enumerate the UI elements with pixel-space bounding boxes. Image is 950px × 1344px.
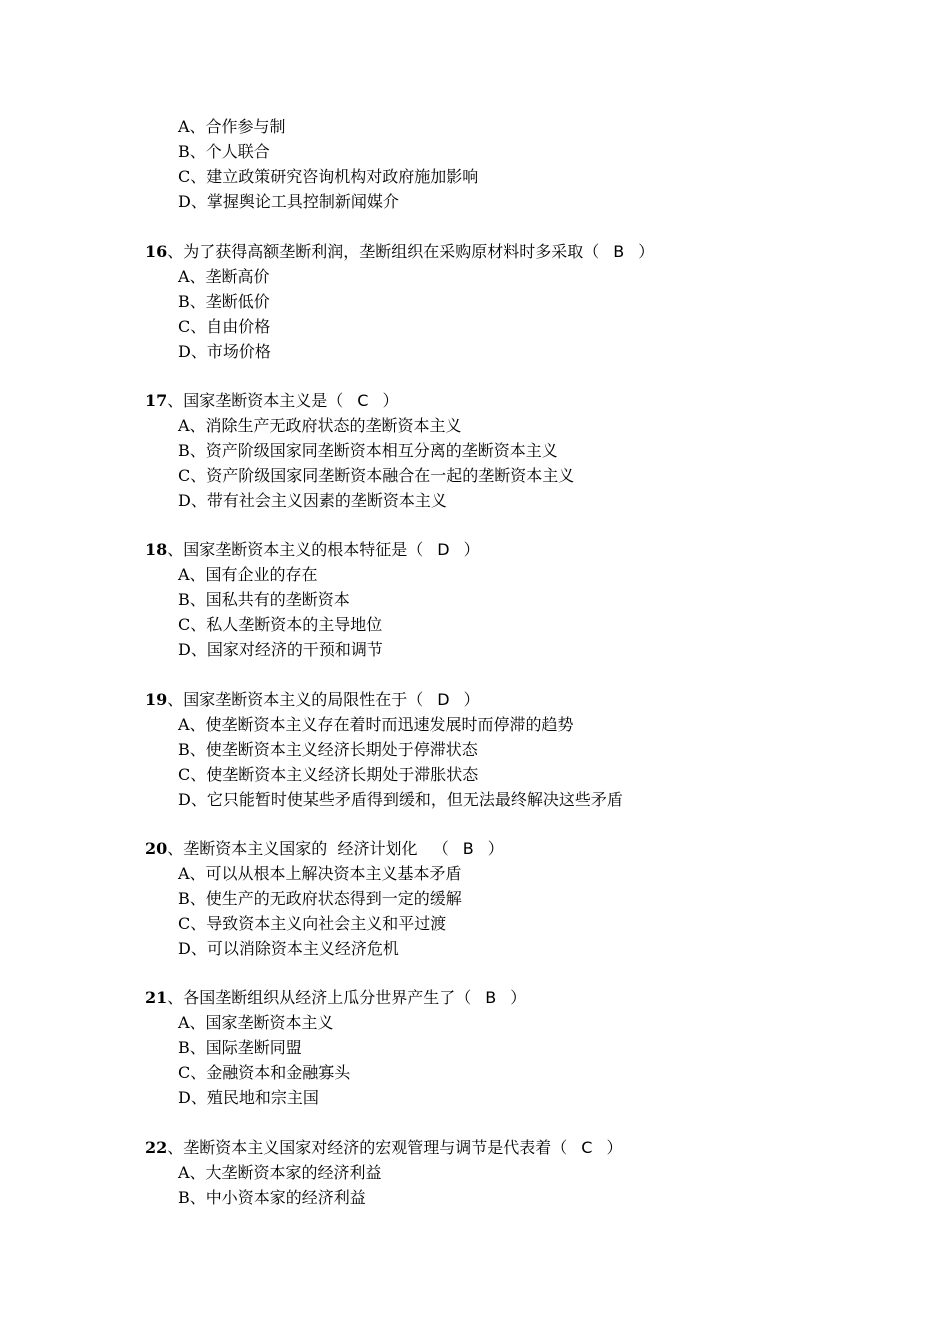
question-16-option-a: A、垄断高价 bbox=[178, 267, 270, 286]
question-22-option-a: A、大垄断资本家的经济利益 bbox=[178, 1163, 382, 1182]
question-17-option-c: C、资产阶级国家同垄断资本融合在一起的垄断资本主义 bbox=[178, 466, 575, 485]
question-19-title bbox=[145, 690, 480, 710]
question-17-title bbox=[145, 391, 398, 411]
question-16-option-d: D、市场价格 bbox=[178, 342, 271, 361]
answer-letter: C bbox=[581, 1138, 593, 1157]
question-stem: 、国家垄断资本主义是（ bbox=[167, 391, 344, 410]
prev-option-b: B、个人联合 bbox=[178, 142, 270, 161]
question-number: 19 bbox=[145, 690, 168, 709]
question-20-title bbox=[145, 839, 504, 859]
prev-option-d: D、掌握舆论工具控制新闻媒介 bbox=[178, 192, 399, 211]
answer-letter: D bbox=[437, 540, 450, 559]
question-20-option-c: C、导致资本主义向社会主义和平过渡 bbox=[178, 914, 447, 933]
question-21-option-b: B、国际垄断同盟 bbox=[178, 1038, 302, 1057]
question-20-option-b: B、使生产的无政府状态得到一定的缓解 bbox=[178, 889, 462, 908]
question-close: ） bbox=[638, 242, 655, 261]
question-stem: 、为了获得高额垄断利润，垄断组织在采购原材料时多采取（ bbox=[167, 242, 600, 261]
question-16-option-b: B、垄断低价 bbox=[178, 292, 270, 311]
question-17-option-d: D、带有社会主义因素的垄断资本主义 bbox=[178, 491, 447, 510]
question-close: ） bbox=[510, 988, 527, 1007]
question-18-option-d: D、国家对经济的干预和调节 bbox=[178, 640, 383, 659]
question-close: ） bbox=[382, 391, 399, 410]
question-18-option-b: B、国私共有的垄断资本 bbox=[178, 590, 350, 609]
prev-option-c: C、建立政策研究咨询机构对政府施加影响 bbox=[178, 167, 479, 186]
question-21-option-c: C、金融资本和金融寡头 bbox=[178, 1063, 351, 1082]
answer-letter: C bbox=[357, 391, 369, 410]
question-number: 21 bbox=[145, 988, 168, 1007]
question-close: ） bbox=[463, 690, 480, 709]
question-22-option-b: B、中小资本家的经济利益 bbox=[178, 1188, 366, 1207]
question-19-option-b: B、使垄断资本主义经济长期处于停滞状态 bbox=[178, 740, 478, 759]
question-close: ） bbox=[463, 540, 480, 559]
question-close: ） bbox=[487, 839, 504, 858]
question-21-title bbox=[145, 988, 526, 1008]
question-stem: 、垄断资本主义国家对经济的宏观管理与调节是代表着（ bbox=[167, 1138, 568, 1157]
question-21-option-d: D、殖民地和宗主国 bbox=[178, 1088, 319, 1107]
question-21-option-a: A、国家垄断资本主义 bbox=[178, 1013, 334, 1032]
question-stem: 、垄断资本主义国家的 经济计划化 （ bbox=[167, 839, 449, 858]
question-stem: 、国家垄断资本主义的根本特征是（ bbox=[167, 540, 424, 559]
answer-letter: B bbox=[613, 242, 625, 261]
question-number: 22 bbox=[145, 1138, 168, 1157]
question-18-title bbox=[145, 540, 480, 560]
question-stem: 、各国垄断组织从经济上瓜分世界产生了（ bbox=[167, 988, 472, 1007]
question-19-option-a: A、使垄断资本主义存在着时而迅速发展时而停滞的趋势 bbox=[178, 715, 574, 734]
question-19-option-c: C、使垄断资本主义经济长期处于滞胀状态 bbox=[178, 765, 479, 784]
question-19-option-d: D、它只能暂时使某些矛盾得到缓和，但无法最终解决这些矛盾 bbox=[178, 790, 623, 809]
question-18-option-a: A、国有企业的存在 bbox=[178, 565, 318, 584]
answer-letter: D bbox=[437, 690, 450, 709]
answer-letter: B bbox=[462, 839, 474, 858]
question-number: 17 bbox=[145, 391, 168, 410]
question-16-title bbox=[145, 242, 654, 262]
question-20-option-d: D、可以消除资本主义经济危机 bbox=[178, 939, 399, 958]
question-number: 20 bbox=[145, 839, 168, 858]
question-number: 16 bbox=[145, 242, 168, 261]
prev-option-a: A、合作参与制 bbox=[178, 117, 286, 136]
question-17-option-a: A、消除生产无政府状态的垄断资本主义 bbox=[178, 416, 462, 435]
question-22-title bbox=[145, 1138, 622, 1158]
question-20-option-a: A、可以从根本上解决资本主义基本矛盾 bbox=[178, 864, 462, 883]
question-number: 18 bbox=[145, 540, 168, 559]
question-close: ） bbox=[606, 1138, 623, 1157]
question-17-option-b: B、资产阶级国家同垄断资本相互分离的垄断资本主义 bbox=[178, 441, 558, 460]
answer-letter: B bbox=[485, 988, 497, 1007]
question-stem: 、国家垄断资本主义的局限性在于（ bbox=[167, 690, 424, 709]
question-16-option-c: C、自由价格 bbox=[178, 317, 271, 336]
question-18-option-c: C、私人垄断资本的主导地位 bbox=[178, 615, 383, 634]
